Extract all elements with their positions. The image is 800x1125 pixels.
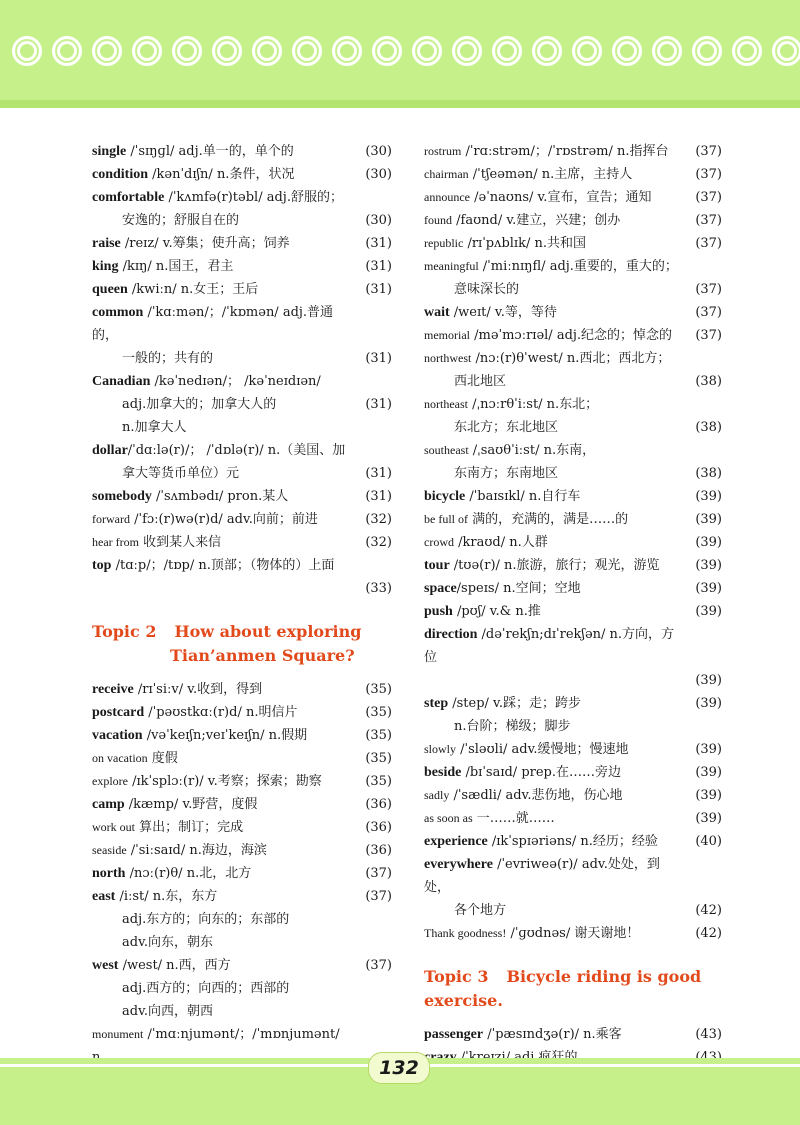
- page-ref: (39): [695, 512, 722, 527]
- definition: /ˈsiːsaɪd/ n.海边，海滨: [126, 843, 267, 858]
- ring-decoration: [12, 36, 800, 76]
- vocab-entry: [92, 255, 392, 278]
- definition: /kəˈnedɪən/； /kəˈneɪdɪən/: [150, 374, 321, 389]
- vocab-entry: [424, 140, 722, 163]
- headword: space: [424, 581, 457, 596]
- page-ref: (43): [695, 1027, 722, 1042]
- page-ref: (39): [695, 811, 722, 826]
- page-ref: (32): [365, 535, 392, 550]
- headword: memorial: [424, 328, 470, 342]
- page-ref: (37): [695, 236, 722, 251]
- page-ref: (38): [695, 374, 722, 389]
- vocab-entry: [424, 508, 722, 531]
- entry-continuation: [424, 899, 722, 922]
- ring-icon: [732, 36, 762, 66]
- ring-icon: [332, 36, 362, 66]
- entry-text: 西北地区: [454, 374, 507, 389]
- vocab-entry: [424, 784, 722, 807]
- vocab-entry: [424, 163, 722, 186]
- ring-icon: [612, 36, 642, 66]
- headword: single: [92, 144, 127, 159]
- entry-text: 一般的；共有的: [122, 351, 214, 366]
- headword: as soon as: [424, 811, 473, 825]
- headword: sadly: [424, 788, 450, 802]
- vocab-list-topic2: [92, 678, 392, 1092]
- headword: bicycle: [424, 489, 466, 504]
- definition: /kɪŋ/ n.国王，君主: [118, 259, 234, 274]
- entry-continuation: [424, 416, 722, 439]
- vocab-entry: [92, 439, 392, 462]
- vocab-entry: [424, 830, 722, 853]
- definition: /tʊə(r)/ n.旅游，旅行；观光，游览: [449, 558, 660, 573]
- definition: /ˈɡʊdnəs/ 谢天谢地！: [506, 926, 640, 941]
- ring-icon: [292, 36, 322, 66]
- page-ref: (38): [695, 466, 722, 481]
- definition: /ˈsɪŋɡl/ adj.单一的，单个的: [126, 144, 294, 159]
- entry-text: n.加拿大人: [122, 420, 187, 435]
- page-ref: (37): [365, 889, 392, 904]
- definition: /weɪt/ v.等，等待: [449, 305, 557, 320]
- page-ref: (39): [695, 489, 722, 504]
- ring-icon: [92, 36, 122, 66]
- definition: /ˈmɑːnjumənt/；/ˈmɒnjumənt/: [147, 1027, 340, 1042]
- ring-icon: [572, 36, 602, 66]
- page-ref: (35): [365, 682, 392, 697]
- vocab-entry: [424, 347, 722, 370]
- vocab-entry: [92, 793, 392, 816]
- vocab-entry: [424, 209, 722, 232]
- entry-continuation: [92, 209, 392, 232]
- topic3-label: Topic 3: [424, 967, 489, 986]
- ring-icon: [372, 36, 402, 66]
- headword: experience: [424, 834, 488, 849]
- definition: /vəˈkeɪʃn;veɪˈkeɪʃn/ n.假期: [142, 728, 308, 743]
- headword: beside: [424, 765, 462, 780]
- definition: /west/ n.西，西方: [118, 958, 231, 973]
- headword: hear from: [92, 535, 139, 549]
- header-stripe: [0, 100, 800, 108]
- page-ref: (37): [695, 190, 722, 205]
- page-ref: (36): [365, 843, 392, 858]
- vocab-entry: [92, 885, 392, 908]
- ring-icon: [212, 36, 242, 66]
- entry-continuation: [92, 393, 392, 416]
- headword: direction: [424, 627, 478, 642]
- headword: king: [92, 259, 119, 274]
- entry-text: adj.加拿大的；加拿大人的: [122, 397, 277, 412]
- definition: /ˈpəʊstkɑː(r)d/ n.明信片: [144, 705, 298, 720]
- vocab-entry: [92, 278, 392, 301]
- vocab-entry: [424, 255, 722, 278]
- vocab-entry: [92, 678, 392, 701]
- definition: /ˈkɑːmən/；/ˈkɒmən/ adj.普通的，: [92, 305, 334, 343]
- ring-icon: [652, 36, 682, 66]
- definition: /ˈbaɪsɪkl/ n.自行车: [465, 489, 581, 504]
- page-ref: (39): [695, 535, 722, 550]
- header-band: [0, 0, 800, 108]
- headword: slowly: [424, 742, 457, 756]
- headword: queen: [92, 282, 128, 297]
- vocab-entry: [92, 839, 392, 862]
- definition: /məˈmɔːrɪəl/ adj.纪念的；悼念的: [469, 328, 673, 343]
- ring-icon: [412, 36, 442, 66]
- vocab-entry: [424, 623, 722, 669]
- page-ref: (35): [365, 728, 392, 743]
- ring-icon: [452, 36, 482, 66]
- topic3-heading: [424, 965, 722, 1013]
- definition: /bɪˈsaɪd/ prep.在……旁边: [461, 765, 622, 780]
- page-ref: (35): [365, 751, 392, 766]
- vocab-entry: [424, 232, 722, 255]
- vocab-entry: [92, 301, 392, 347]
- entry-continuation: [92, 347, 392, 370]
- vocab-list-topic1: [92, 140, 392, 600]
- definition: 一……就……: [472, 811, 555, 826]
- right-column: [424, 140, 722, 1115]
- vocab-entry: [92, 531, 392, 554]
- page-ref: (39): [695, 765, 722, 780]
- headword: rostrum: [424, 144, 462, 158]
- headword: seaside: [92, 843, 127, 857]
- definition: /ɪkˈsplɔː(r)/ v.考察；探索；勘察: [127, 774, 322, 789]
- vocab-entry: [92, 724, 392, 747]
- definition: /rɪˈsiːv/ v.收到，得到: [133, 682, 263, 697]
- definition: /kæmp/ v.野营，度假: [124, 797, 258, 812]
- entry-text: adj.西方的；向西的；西部的: [122, 981, 290, 996]
- vocab-entry: [424, 577, 722, 600]
- entry-continuation: [92, 1000, 392, 1023]
- definition: /tɑːp/；/tɒp/ n.顶部；（物体的）上面: [111, 558, 335, 573]
- headword: on vacation: [92, 751, 148, 765]
- definition: /əˈnaʊns/ v.宣布，宣告；通知: [469, 190, 652, 205]
- vocab-entry: [92, 508, 392, 531]
- definition: 收到某人来信: [138, 535, 222, 550]
- topic2-label: Topic 2: [92, 622, 157, 641]
- page-ref: (37): [695, 167, 722, 182]
- definition: /ˈpæsɪndʒə(r)/ n.乘客: [483, 1027, 622, 1042]
- page-ref: (32): [365, 512, 392, 527]
- headword: camp: [92, 797, 125, 812]
- page-ref: (39): [695, 604, 722, 619]
- topic2-title-line1: How about exploring: [174, 622, 362, 641]
- definition: 满的，充满的，满是……的: [468, 512, 629, 527]
- topic2-title-line2: Tian’anmen Square?: [170, 646, 355, 665]
- page-ref: (37): [695, 282, 722, 297]
- page-ref: (38): [695, 420, 722, 435]
- definition: /ˈtʃeəmən/ n.主席，主持人: [468, 167, 633, 182]
- page-number: 132: [368, 1052, 430, 1084]
- vocab-entry: [424, 186, 722, 209]
- page-ref: (39): [695, 696, 722, 711]
- ring-icon: [772, 36, 800, 66]
- headword: west: [92, 958, 119, 973]
- entry-continuation: [92, 577, 392, 600]
- entry-continuation: [92, 416, 392, 439]
- definition: /reɪz/ v.筹集；使升高；饲养: [120, 236, 290, 251]
- ring-icon: [492, 36, 522, 66]
- definition: /kraʊd/ n.人群: [454, 535, 548, 550]
- definition: /iːst/ n.东，东方: [115, 889, 218, 904]
- vocab-entry: [92, 747, 392, 770]
- vocab-entry: [92, 370, 392, 393]
- definition: /ˈevriweə(r)/ adv.处处，到处，: [424, 857, 660, 895]
- headword: work out: [92, 820, 135, 834]
- vocab-entry: [424, 761, 722, 784]
- page-ref: (39): [695, 788, 722, 803]
- vocab-entry: [92, 140, 392, 163]
- vocab-entry: [92, 163, 392, 186]
- entry-text: 意味深长的: [454, 282, 520, 297]
- headword: top: [92, 558, 112, 573]
- headword: northeast: [424, 397, 468, 411]
- definition: /nɔː(r)θˈwest/ n.西北；西北方；: [471, 351, 671, 366]
- ring-icon: [532, 36, 562, 66]
- headword: northwest: [424, 351, 472, 365]
- vocab-entry: [92, 554, 392, 577]
- definition: /ˈfɔː(r)wə(r)d/ adv.向前；前进: [129, 512, 318, 527]
- vocab-entry: [424, 485, 722, 508]
- definition: /step/ v.踩；走；跨步: [448, 696, 581, 711]
- headword: step: [424, 696, 449, 711]
- vocab-entry: [92, 770, 392, 793]
- definition: /ˈrɑːstrəm/；/ˈrɒstrəm/ n.指挥台: [461, 144, 669, 159]
- entry-continuation: [424, 669, 722, 692]
- page-ref: (39): [695, 742, 722, 757]
- page-ref: (37): [365, 958, 392, 973]
- page-ref: (31): [365, 236, 392, 251]
- page-ref: (37): [695, 144, 722, 159]
- vocab-entry: [92, 954, 392, 977]
- page-ref: (37): [695, 305, 722, 320]
- vocab-entry: [92, 186, 392, 209]
- page-ref: (37): [365, 866, 392, 881]
- headword: raise: [92, 236, 121, 251]
- definition: /faʊnd/ v.建立，兴建；创办: [452, 213, 621, 228]
- page-ref: (30): [365, 213, 392, 228]
- vocab-entry: [424, 324, 722, 347]
- vocab-entry: [424, 807, 722, 830]
- page-ref: (36): [365, 820, 392, 835]
- page-ref: (33): [365, 581, 392, 596]
- definition: /ˈsləʊli/ adv.缓慢地；慢速地: [456, 742, 629, 757]
- entry-continuation: [92, 977, 392, 1000]
- topic2-heading: [92, 620, 392, 668]
- definition: /pʊʃ/ v.& n.推: [452, 604, 541, 619]
- headword: common: [92, 305, 144, 320]
- headword: crowd: [424, 535, 454, 549]
- headword: explore: [92, 774, 128, 788]
- vocab-entry: [424, 600, 722, 623]
- definition: /kənˈdɪʃn/ n.条件，状况: [148, 167, 295, 182]
- entry-text: adv.向东，朝东: [122, 935, 214, 950]
- headword: wait: [424, 305, 450, 320]
- headword: announce: [424, 190, 470, 204]
- entry-text: 东南方；东南地区: [454, 466, 559, 481]
- headword: meaningful: [424, 259, 479, 273]
- headword: tour: [424, 558, 450, 573]
- entry-continuation: [424, 278, 722, 301]
- headword: be full of: [424, 512, 468, 526]
- entry-continuation: [92, 908, 392, 931]
- entry-continuation: [92, 931, 392, 954]
- headword: condition: [92, 167, 149, 182]
- headword: southeast: [424, 443, 469, 457]
- ring-icon: [692, 36, 722, 66]
- headword: somebody: [92, 489, 152, 504]
- entry-text: adv.向西，朝西: [122, 1004, 214, 1019]
- vocab-entry: [424, 922, 722, 945]
- headword: vacation: [92, 728, 143, 743]
- entry-continuation: [92, 462, 392, 485]
- page-ref: (42): [695, 926, 722, 941]
- vocab-entry: [424, 1023, 722, 1046]
- vocab-list-topic2-cont: [424, 140, 722, 945]
- page-ref: (37): [695, 213, 722, 228]
- definition: /ˈsʌmbədɪ/ pron.某人: [151, 489, 289, 504]
- page-ref: (30): [365, 144, 392, 159]
- headword: chairman: [424, 167, 469, 181]
- headword: receive: [92, 682, 134, 697]
- headword: everywhere: [424, 857, 493, 872]
- definition: /nɔː(r)θ/ n.北，北方: [125, 866, 252, 881]
- definition: /ˌnɔːrθˈiːst/ n.东北；: [468, 397, 599, 412]
- entry-text: 各个地方: [454, 903, 507, 918]
- entry-continuation: [424, 370, 722, 393]
- vocab-entry: [92, 701, 392, 724]
- definition: /ɪkˈspɪəriəns/ n.经历；经验: [487, 834, 658, 849]
- vocab-entry: [424, 531, 722, 554]
- vocab-entry: [424, 853, 722, 899]
- vocab-entry: [424, 738, 722, 761]
- entry-text: 东北方；东北地区: [454, 420, 559, 435]
- entry-continuation: [424, 715, 722, 738]
- page-ref: (39): [695, 581, 722, 596]
- page-ref: (37): [695, 328, 722, 343]
- page-ref: (40): [695, 834, 722, 849]
- entry-text: adj.东方的；向东的；东部的: [122, 912, 290, 927]
- vocab-entry: [424, 554, 722, 577]
- vocab-entry: [424, 439, 722, 462]
- headword: found: [424, 213, 452, 227]
- definition: /kwiːn/ n.女王；王后: [127, 282, 259, 297]
- page-ref: (31): [365, 351, 392, 366]
- entry-continuation: [424, 462, 722, 485]
- vocab-entry: [424, 301, 722, 324]
- ring-icon: [172, 36, 202, 66]
- page-ref: (39): [695, 558, 722, 573]
- page-ref: (31): [365, 259, 392, 274]
- definition: /ˈkʌmfə(r)təbl/ adj.舒服的；: [164, 190, 343, 205]
- ring-icon: [12, 36, 42, 66]
- left-column: [92, 140, 392, 1092]
- page-ref: (30): [365, 167, 392, 182]
- page-ref: (39): [695, 673, 722, 688]
- vocab-entry: [92, 862, 392, 885]
- headword: Thank goodness!: [424, 926, 507, 940]
- vocab-entry: [92, 232, 392, 255]
- entry-text: 拿大等货币单位）元: [122, 466, 240, 481]
- headword: dollar: [92, 443, 128, 458]
- definition: 度假: [147, 751, 178, 766]
- headword: postcard: [92, 705, 145, 720]
- definition: /ˈmiːnɪŋfl/ adj.重要的，重大的；: [478, 259, 678, 274]
- definition: /ˈsædli/ adv.悲伤地，伤心地: [449, 788, 623, 803]
- page-ref: (31): [365, 282, 392, 297]
- vocab-entry: [92, 816, 392, 839]
- vocab-entry: [424, 692, 722, 715]
- definition: /ˌsaʊθˈiːst/ n.东南，: [468, 443, 596, 458]
- headword: Canadian: [92, 374, 151, 389]
- entry-text: 安逸的；舒服自在的: [122, 213, 240, 228]
- ring-icon: [132, 36, 162, 66]
- ring-icon: [252, 36, 282, 66]
- definition: /dəˈrekʃn;dɪˈrekʃən/ n.方向，方位: [424, 627, 675, 665]
- page-ref: (31): [365, 489, 392, 504]
- headword: east: [92, 889, 116, 904]
- ring-icon: [52, 36, 82, 66]
- topic3-title: Bicycle riding is good exercise.: [424, 967, 702, 1010]
- page-ref: (31): [365, 466, 392, 481]
- headword: forward: [92, 512, 130, 526]
- headword: push: [424, 604, 453, 619]
- headword: passenger: [424, 1027, 484, 1042]
- page-ref: (35): [365, 774, 392, 789]
- definition: /ˈdɑːlə(r)/； /ˈdɒlə(r)/ n.（美国、加: [127, 443, 346, 458]
- vocab-entry: [92, 485, 392, 508]
- headword: republic: [424, 236, 464, 250]
- entry-text: n.台阶；梯级；脚步: [454, 719, 571, 734]
- headword: monument: [92, 1027, 144, 1041]
- vocab-entry: [424, 393, 722, 416]
- definition: 算出；制订；完成: [135, 820, 244, 835]
- headword: north: [92, 866, 126, 881]
- definition: /speɪs/ n.空间；空地: [456, 581, 581, 596]
- headword: comfortable: [92, 190, 165, 205]
- page-ref: (31): [365, 397, 392, 412]
- page-ref: (42): [695, 903, 722, 918]
- page-ref: (35): [365, 705, 392, 720]
- page-ref: (36): [365, 797, 392, 812]
- definition: /rɪˈpʌblɪk/ n.共和国: [463, 236, 586, 251]
